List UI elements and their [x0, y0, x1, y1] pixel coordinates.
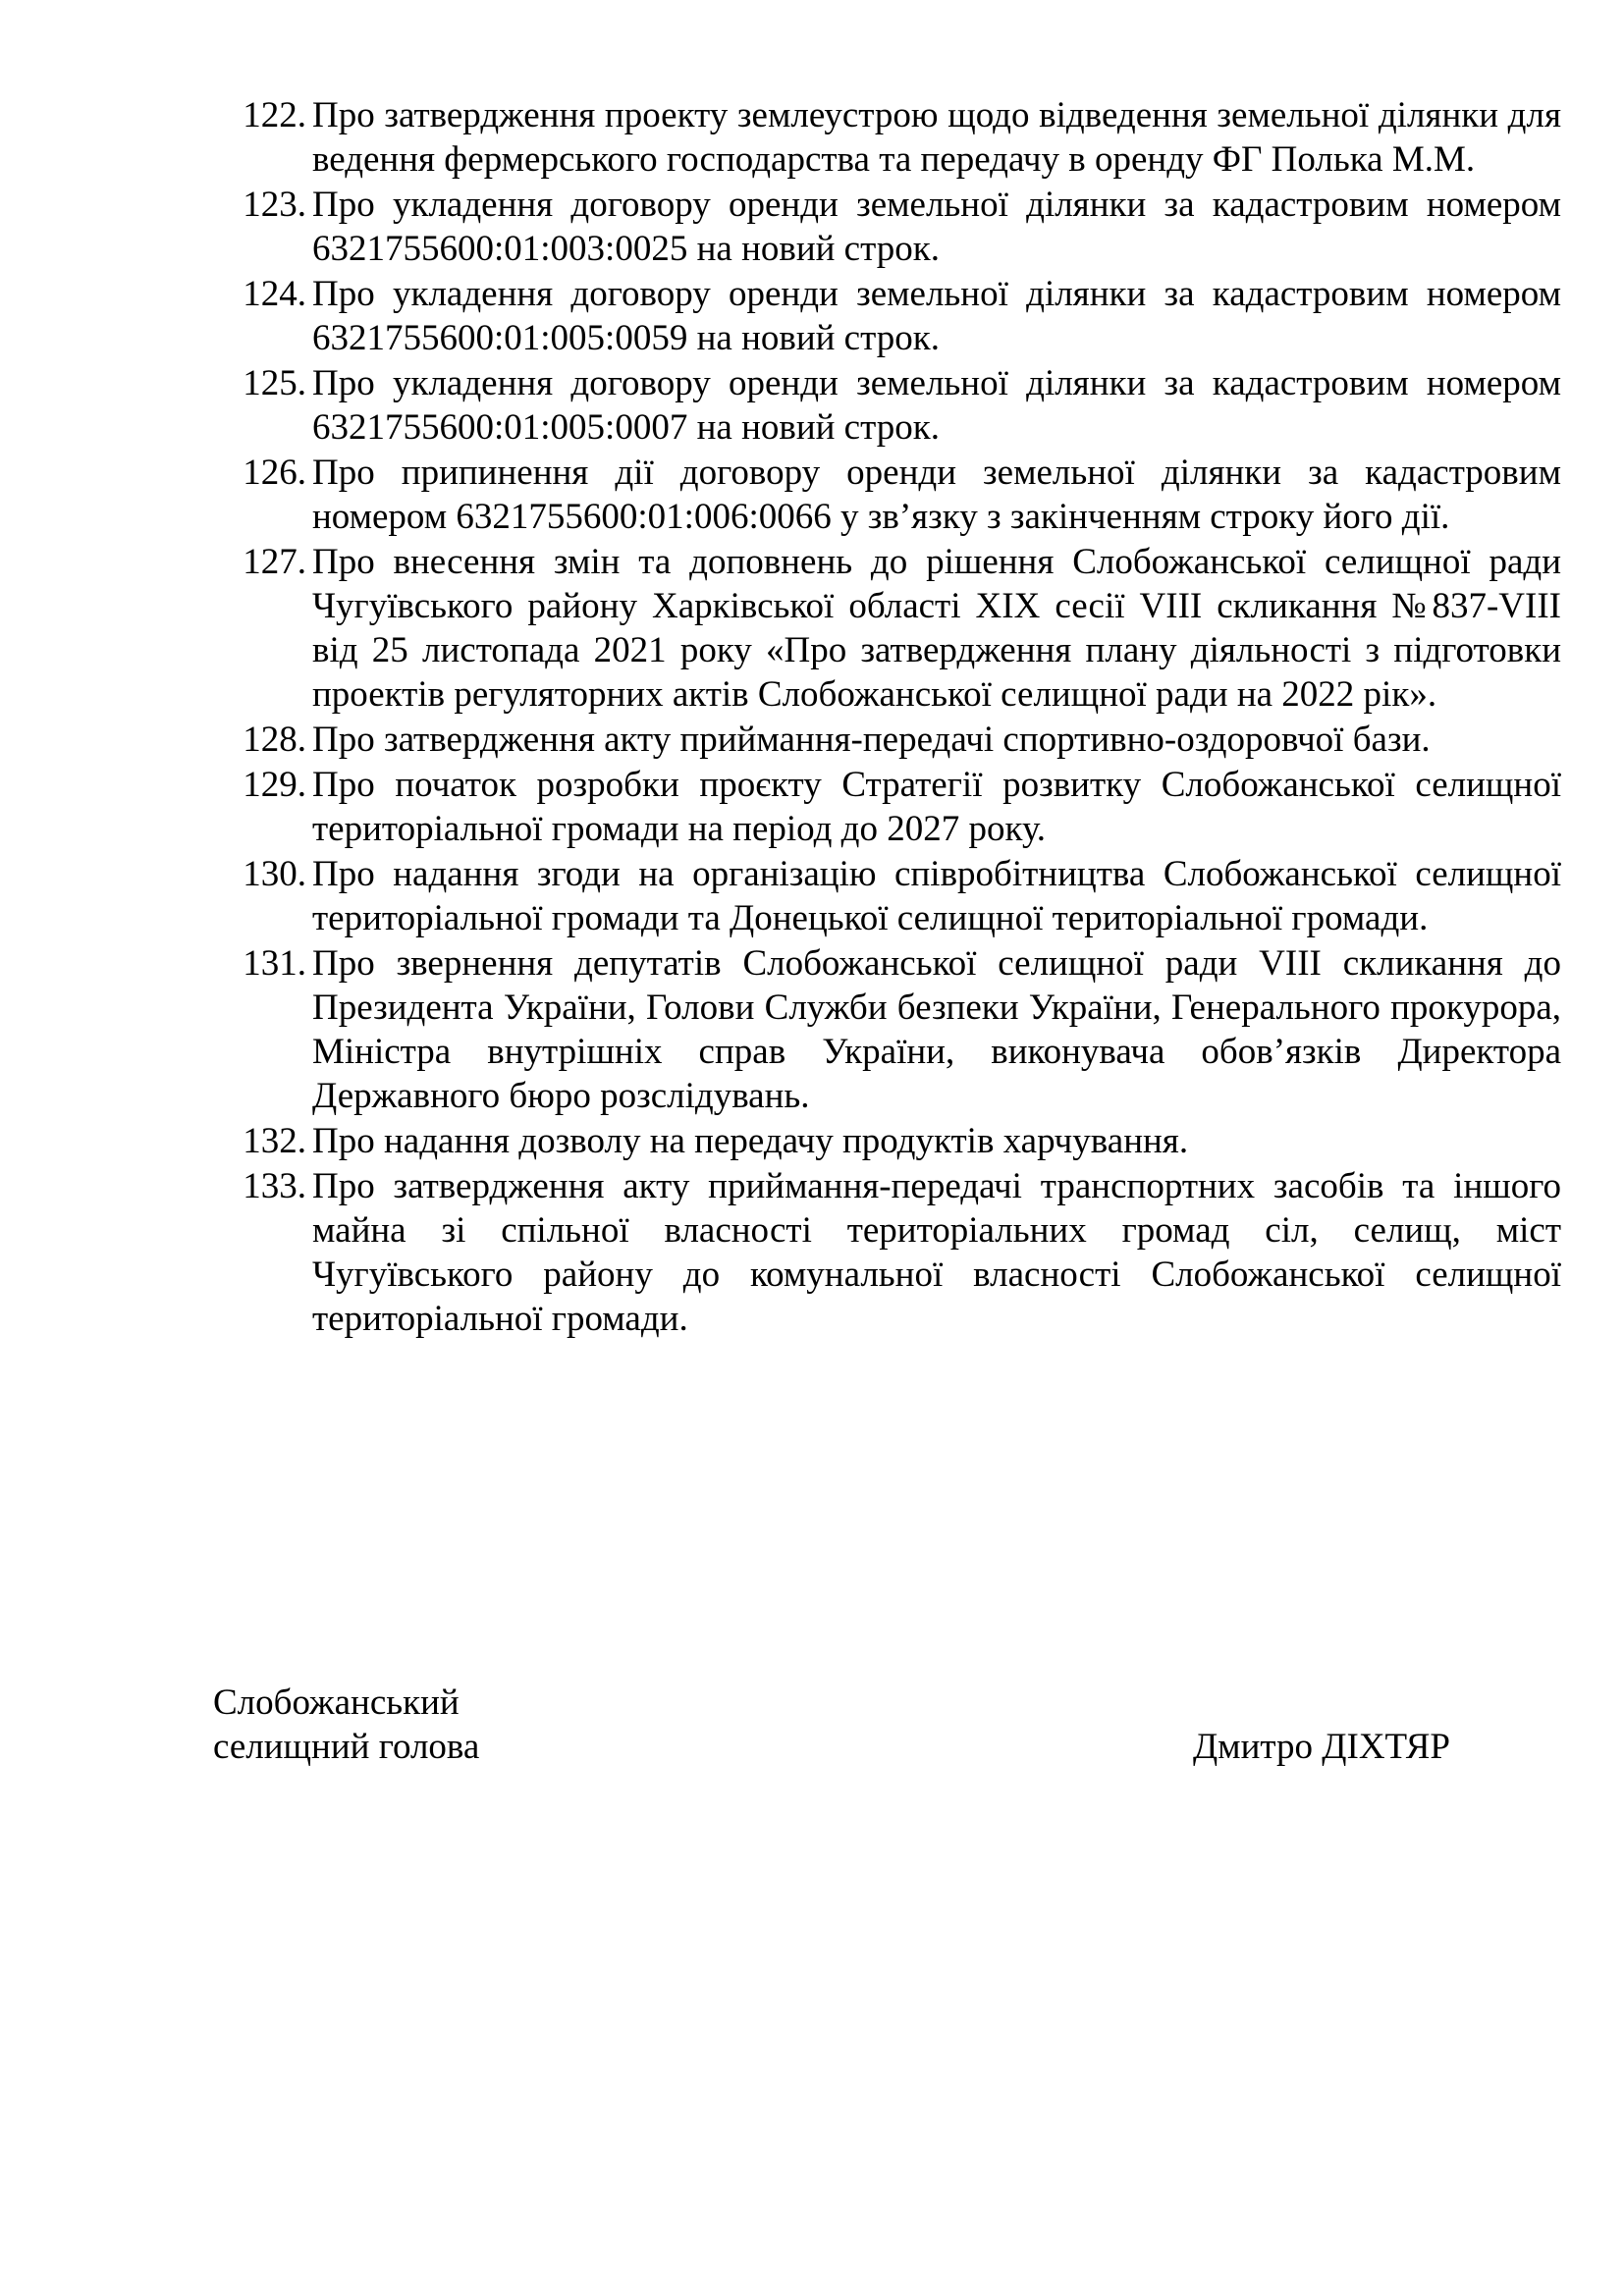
signature-title-line1: Слобожанський: [213, 1682, 460, 1723]
agenda-item-text: Про укладення договору оренди земельної ділянки за кадастровим номером 6321755600:01:005:0007 на новий строк.: [312, 363, 1561, 448]
agenda-item-text: Про укладення договору оренди земельної ділянки за кадастровим номером 6321755600:01:005:0059 на новий строк.: [312, 274, 1561, 358]
agenda-item-123: [226, 183, 1561, 271]
agenda-item-number: 129.: [243, 765, 306, 805]
agenda-item-127: [226, 540, 1561, 717]
agenda-item-text: Про внесення змін та доповнень до рішення Слобожанської селищної ради Чугуївського району Харківської області XIX сесії VIII скликання №837-VIII від 25 листопада 2021 року «Про затвердження плану діяльності з підготовки проектів регуляторних актів Слобожанської селищної ради на 2022 рік».: [312, 542, 1561, 715]
agenda-item-text: Про затвердження акту приймання-передачі транспортних засобів та іншого майна зі спільної власності територіальних громад сіл, селищ, міст Чугуївського району до комунальної власності Слобожанської селищної територіальної громади.: [312, 1166, 1561, 1339]
agenda-item-number: 124.: [243, 274, 306, 314]
agenda-list: [226, 93, 1561, 1342]
signature-block: [213, 1681, 1450, 1769]
agenda-item-text: Про початок розробки проєкту Стратегії розвитку Слобожанської селищної територіальної громади на період до 2027 року.: [312, 765, 1561, 849]
agenda-item-131: [226, 941, 1561, 1118]
signatory-name: Дмитро ДІХТЯР: [1192, 1727, 1450, 1767]
agenda-item-125: [226, 361, 1561, 450]
agenda-item-128: [226, 718, 1561, 762]
agenda-item-number: 122.: [243, 95, 306, 135]
agenda-item-122: [226, 93, 1561, 182]
agenda-item-text: Про припинення дії договору оренди земельної ділянки за кадастровим номером 6321755600:01:006:0066 у зв’язку з закінченням строку його дії.: [312, 453, 1561, 537]
agenda-item-130: [226, 852, 1561, 940]
agenda-item-text: Про надання дозволу на передачу продуктів харчування.: [312, 1121, 1189, 1161]
agenda-item-132: [226, 1119, 1561, 1163]
agenda-item-126: [226, 451, 1561, 539]
signature-title-line2: селищний голова: [213, 1727, 480, 1767]
agenda-item-number: 127.: [243, 542, 306, 582]
agenda-item-number: 126.: [243, 453, 306, 493]
agenda-item-text: Про затвердження акту приймання-передачі спортивно-оздоровчої бази.: [312, 720, 1431, 760]
agenda-item-text: Про затвердження проекту землеустрою щодо відведення земельної ділянки для ведення фермерського господарства та передачу в оренду ФГ Полька М.М.: [312, 95, 1561, 180]
agenda-item-129: [226, 763, 1561, 851]
agenda-item-text: Про надання згоди на організацію співробітництва Слобожанської селищної територіальної громади та Донецької селищної територіальної громади.: [312, 854, 1561, 938]
agenda-item-133: [226, 1164, 1561, 1341]
agenda-item-text: Про звернення депутатів Слобожанської селищної ради VIII скликання до Президента України, Голови Служби безпеки України, Генерального прокурора, Міністра внутрішніх справ України, виконувача обов’язків Директора Державного бюро розслідувань.: [312, 943, 1561, 1116]
signature-row: [213, 1725, 1450, 1769]
agenda-item-number: 131.: [243, 943, 306, 984]
agenda-item-number: 132.: [243, 1121, 306, 1161]
agenda-item-number: 123.: [243, 185, 306, 225]
agenda-item-number: 125.: [243, 363, 306, 403]
agenda-item-number: 128.: [243, 720, 306, 760]
agenda-item-124: [226, 272, 1561, 360]
agenda-item-text: Про укладення договору оренди земельної ділянки за кадастровим номером 6321755600:01:003:0025 на новий строк.: [312, 185, 1561, 269]
agenda-item-number: 130.: [243, 854, 306, 894]
agenda-item-number: 133.: [243, 1166, 306, 1206]
